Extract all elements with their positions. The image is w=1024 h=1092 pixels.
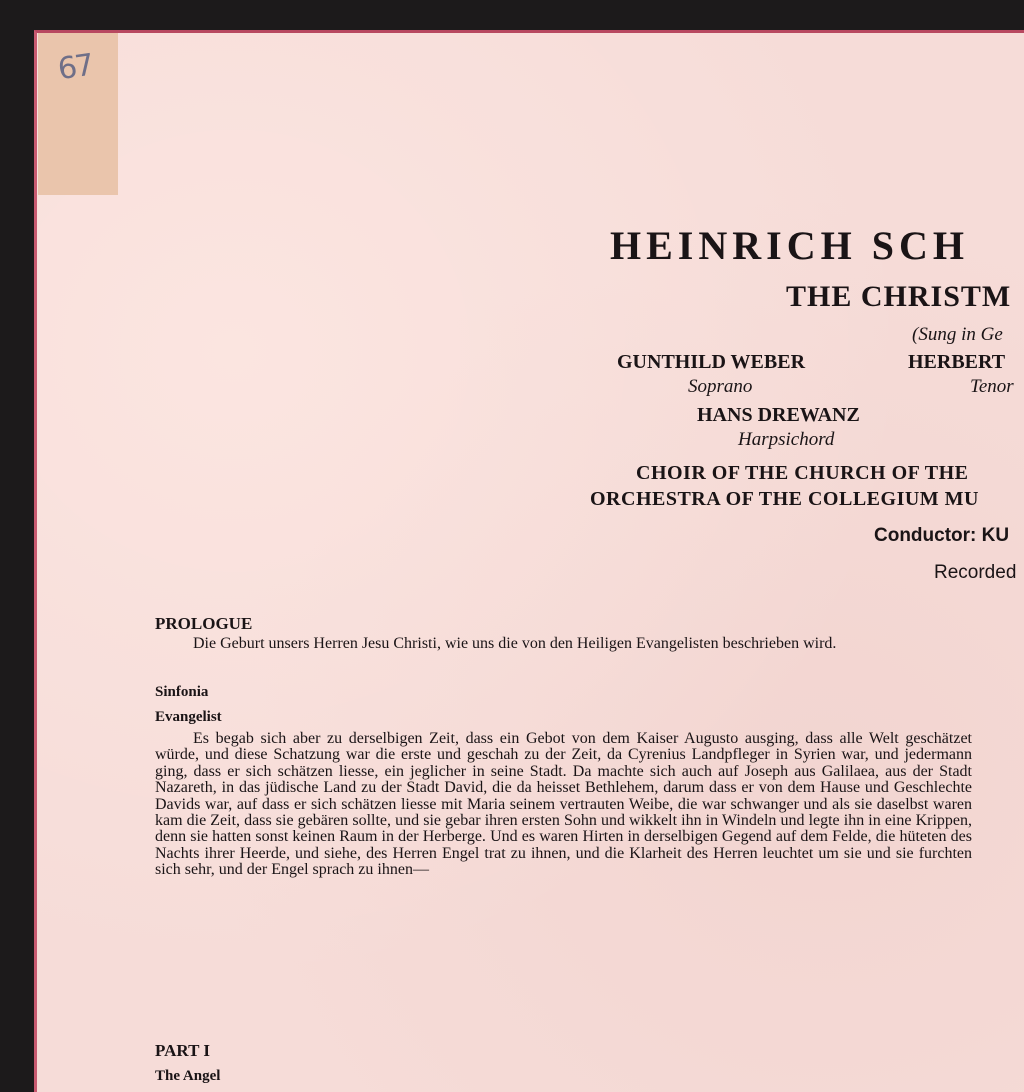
handwritten-number: 67 [55,47,95,88]
sinfonia-heading: Sinfonia [155,684,209,700]
conductor-credit: Conductor: KU [874,525,1010,546]
evangelist-text: Es begab sich aber zu derselbigen Zeit, dass ein Gebot von dem Kaiser Augusto ausging, dass alle Welt geschätzet würde, und diese Schatzung war die erste und geschah zu der Zeit, da Cyrenius Landpfleger in Syrien war, und jedermann ging, dass er sich schätzen liesse, ein jeglicher in seine Stadt. Da machte sich auch auf Joseph aus Galilaea, aus der Stadt Nazareth, in das jüdische Land zu der Stadt David, die da heisset Bethlehem, darum dass er von dem Hause und Geschlechte Davids war, auf dass er sich schätzen liesse mit Maria seinem vertrauten Weibe, die war schwanger und als sie daselbst waren kam die Zeit, dass sie gebären sollte, und sie gebar ihren ersten Sohn und wikkelt ihn in Windeln und legte ihn in eine Krippen, denn sie hatten sonst keinen Raum in der Herberge. Und es waren Hirten in derselbigen Gegend auf dem Felde, die hüteten des Nachts ihrer Heerde, und siehe, des Herren Engel trat zu ihnen, und die Klarheit des Herren leuchtet um sie und sie furchten sich sehr, und der Engel sprach zu ihnen— [155,730,972,879]
choir-credit: CHOIR OF THE CHURCH OF THE [636,462,969,484]
orchestra-credit: ORCHESTRA OF THE COLLEGIUM MU [590,488,979,510]
performer-role: Soprano [688,376,753,397]
performer-role: Harpsichord [738,429,835,450]
performer-name: HANS DREWANZ [697,404,860,426]
prologue-heading: PROLOGUE [155,614,253,633]
evangelist-heading: Evangelist [155,709,222,725]
language-note: (Sung in Ge [912,324,1003,345]
prologue-text: Die Geburt unsers Herren Jesu Christi, wie uns die von den Heiligen Evangelisten beschrieben wird. [193,635,837,652]
part-one-heading: PART I [155,1041,210,1060]
performer-name: HERBERT [908,351,1006,373]
recorded-credit: Recorded [934,562,1017,583]
composer-title: HEINRICH SCH [610,223,969,268]
performer-role: Tenor [970,376,1014,397]
angel-heading: The Angel [155,1068,221,1084]
work-title: THE CHRISTM [786,280,1012,313]
performer-name: GUNTHILD WEBER [617,351,806,373]
record-sleeve-sheet [34,30,1024,1092]
